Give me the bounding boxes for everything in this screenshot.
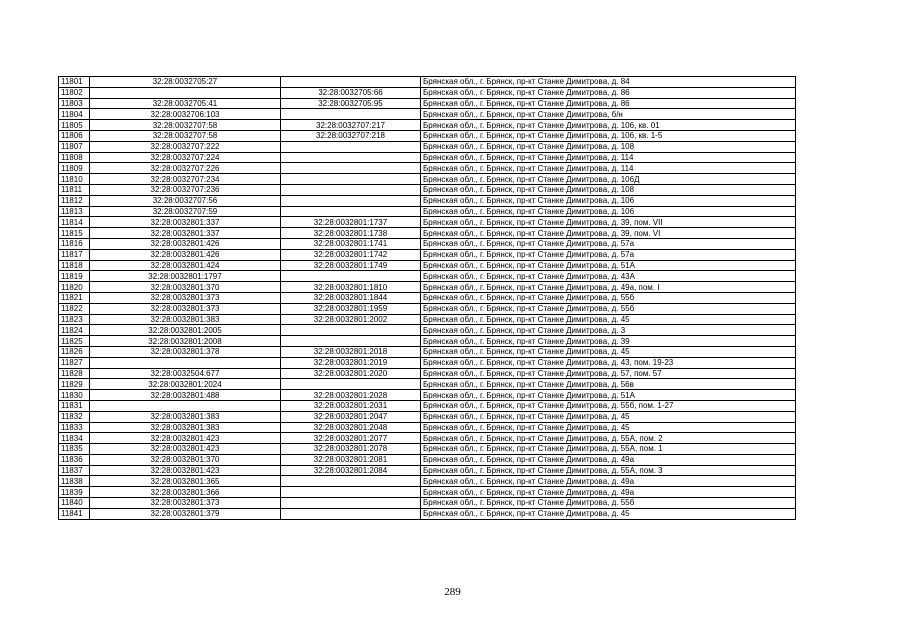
table-row [59, 141, 796, 152]
row-number-cell: 11806 [59, 130, 90, 141]
table-row [59, 465, 796, 476]
object-cadastral-number-cell: 32:28:0032705:95 [281, 98, 421, 109]
cadastral-number-cell: 32:28:0032801:423 [90, 444, 281, 455]
table-row [59, 228, 796, 239]
table-row [59, 271, 796, 282]
row-number-cell: 11831 [59, 400, 90, 411]
address-cell: Брянская обл., г. Брянск, пр-кт Станке Димитрова, д. 108 [421, 184, 796, 195]
object-cadastral-number-cell: 32:28:0032801:1738 [281, 228, 421, 239]
address-cell: Брянская обл., г. Брянск, пр-кт Станке Димитрова, д. 51А [421, 260, 796, 271]
address-cell: Брянская обл., г. Брянск, пр-кт Станке Димитрова, д. 45 [421, 422, 796, 433]
address-cell: Брянская обл., г. Брянск, пр-кт Станке Димитрова, д. 49а [421, 487, 796, 498]
object-cadastral-number-cell: 32:28:0032801:2081 [281, 454, 421, 465]
cadastral-number-cell: 32:28:0032706:103 [90, 109, 281, 120]
table-row [59, 498, 796, 509]
cadastral-number-cell: 32:28:0032801:2024 [90, 379, 281, 390]
table-row [59, 325, 796, 336]
object-cadastral-number-cell: 32:28:0032801:2077 [281, 433, 421, 444]
cadastral-number-cell: 32:28:0032801:426 [90, 249, 281, 260]
table-row [59, 336, 796, 347]
table-row [59, 303, 796, 314]
object-cadastral-number-cell [281, 476, 421, 487]
address-cell: Брянская обл., г. Брянск, пр-кт Станке Димитрова, д. 56в [421, 379, 796, 390]
address-cell: Брянская обл., г. Брянск, пр-кт Станке Димитрова, д. 43, пом. 19-23 [421, 357, 796, 368]
address-cell: Брянская обл., г. Брянск, пр-кт Станке Димитрова, д. 49а, пом. I [421, 282, 796, 293]
row-number-cell: 11832 [59, 411, 90, 422]
object-cadastral-number-cell: 32:28:0032801:1959 [281, 303, 421, 314]
address-cell: Брянская обл., г. Брянск, пр-кт Станке Димитрова, д. 106, кв. 01 [421, 120, 796, 131]
cadastral-number-cell [90, 87, 281, 98]
object-cadastral-number-cell: 32:28:0032707:217 [281, 120, 421, 131]
table-row [59, 454, 796, 465]
table-row [59, 174, 796, 185]
object-cadastral-number-cell: 32:28:0032801:2002 [281, 314, 421, 325]
address-cell: Брянская обл., г. Брянск, пр-кт Станке Димитрова, д. 57а [421, 238, 796, 249]
object-cadastral-number-cell: 32:28:0032801:2078 [281, 444, 421, 455]
cadastral-number-cell: 32:28:0032801:426 [90, 238, 281, 249]
cadastral-number-cell: 32:28:0032801:337 [90, 217, 281, 228]
table-row [59, 346, 796, 357]
object-cadastral-number-cell [281, 487, 421, 498]
address-cell: Брянская обл., г. Брянск, пр-кт Станке Димитрова, д. 55А, пом. 1 [421, 444, 796, 455]
object-cadastral-number-cell [281, 379, 421, 390]
table-row [59, 238, 796, 249]
address-cell: Брянская обл., г. Брянск, пр-кт Станке Димитрова, б/н [421, 109, 796, 120]
row-number-cell: 11838 [59, 476, 90, 487]
row-number-cell: 11820 [59, 282, 90, 293]
cadastral-number-cell: 32:28:0032801:383 [90, 314, 281, 325]
object-cadastral-number-cell [281, 174, 421, 185]
row-number-cell: 11826 [59, 346, 90, 357]
table-row [59, 120, 796, 131]
row-number-cell: 11822 [59, 303, 90, 314]
object-cadastral-number-cell: 32:28:0032801:1737 [281, 217, 421, 228]
row-number-cell: 11823 [59, 314, 90, 325]
cadastral-number-cell: 32:28:0032707:58 [90, 120, 281, 131]
cadastral-number-cell: 32:28:0032707:59 [90, 206, 281, 217]
object-cadastral-number-cell: 32:28:0032801:2031 [281, 400, 421, 411]
address-cell: Брянская обл., г. Брянск, пр-кт Станке Димитрова, д. 43А [421, 271, 796, 282]
cadastral-number-cell: 32:28:0032707:226 [90, 163, 281, 174]
cadastral-number-cell: 32:28:0032801:423 [90, 465, 281, 476]
cadastral-number-cell [90, 400, 281, 411]
row-number-cell: 11801 [59, 77, 90, 88]
row-number-cell: 11824 [59, 325, 90, 336]
cadastral-number-cell: 32:28:0032801:488 [90, 390, 281, 401]
address-cell: Брянская обл., г. Брянск, пр-кт Станке Димитрова, д. 106 [421, 195, 796, 206]
cadastral-number-cell: 32:28:0032801:373 [90, 303, 281, 314]
object-cadastral-number-cell [281, 195, 421, 206]
row-number-cell: 11828 [59, 368, 90, 379]
cadastral-number-cell: 32:28:0032801:383 [90, 411, 281, 422]
table-row [59, 422, 796, 433]
row-number-cell: 11804 [59, 109, 90, 120]
cadastral-number-cell: 32:28:0032801:373 [90, 292, 281, 303]
table-row [59, 109, 796, 120]
row-number-cell: 11809 [59, 163, 90, 174]
table-row [59, 292, 796, 303]
row-number-cell: 11807 [59, 141, 90, 152]
object-cadastral-number-cell: 32:28:0032801:2018 [281, 346, 421, 357]
object-cadastral-number-cell [281, 141, 421, 152]
address-cell: Брянская обл., г. Брянск, пр-кт Станке Димитрова, д. 3 [421, 325, 796, 336]
cadastral-number-cell: 32:28:0032801:370 [90, 282, 281, 293]
row-number-cell: 11840 [59, 498, 90, 509]
row-number-cell: 11833 [59, 422, 90, 433]
address-cell: Брянская обл., г. Брянск, пр-кт Станке Димитрова, д. 45 [421, 508, 796, 519]
table-row [59, 249, 796, 260]
object-cadastral-number-cell [281, 271, 421, 282]
address-cell: Брянская обл., г. Брянск, пр-кт Станке Димитрова, д. 84 [421, 77, 796, 88]
address-cell: Брянская обл., г. Брянск, пр-кт Станке Димитрова, д. 106, кв. 1-5 [421, 130, 796, 141]
table-row [59, 411, 796, 422]
object-cadastral-number-cell [281, 508, 421, 519]
object-cadastral-number-cell: 32:28:0032801:2020 [281, 368, 421, 379]
object-cadastral-number-cell [281, 498, 421, 509]
object-cadastral-number-cell: 32:28:0032801:2084 [281, 465, 421, 476]
object-cadastral-number-cell: 32:28:0032801:1844 [281, 292, 421, 303]
table-row [59, 87, 796, 98]
table-row [59, 444, 796, 455]
table-row [59, 260, 796, 271]
row-number-cell: 11830 [59, 390, 90, 401]
cadastral-number-cell: 32:28:0032707:224 [90, 152, 281, 163]
cadastral-number-cell: 32:28:0032801:337 [90, 228, 281, 239]
object-cadastral-number-cell [281, 206, 421, 217]
table-row [59, 390, 796, 401]
object-cadastral-number-cell: 32:28:0032801:2019 [281, 357, 421, 368]
row-number-cell: 11821 [59, 292, 90, 303]
cadastral-number-cell: 32:28:0032707:58 [90, 130, 281, 141]
row-number-cell: 11810 [59, 174, 90, 185]
object-cadastral-number-cell [281, 163, 421, 174]
row-number-cell: 11829 [59, 379, 90, 390]
object-cadastral-number-cell: 32:28:0032801:1742 [281, 249, 421, 260]
object-cadastral-number-cell [281, 325, 421, 336]
row-number-cell: 11811 [59, 184, 90, 195]
table-row [59, 130, 796, 141]
cadastral-number-cell: 32:28:0032801:424 [90, 260, 281, 271]
cadastral-number-cell: 32:28:0032801:379 [90, 508, 281, 519]
cadastral-number-cell: 32:28:0032801:1797 [90, 271, 281, 282]
table-row [59, 508, 796, 519]
table-body [59, 77, 796, 520]
address-cell: Брянская обл., г. Брянск, пр-кт Станке Димитрова, д. 49а [421, 454, 796, 465]
table-row [59, 476, 796, 487]
address-cell: Брянская обл., г. Брянск, пр-кт Станке Димитрова, д. 57, пом. 57 [421, 368, 796, 379]
table-row [59, 206, 796, 217]
object-cadastral-number-cell [281, 77, 421, 88]
table-row [59, 433, 796, 444]
object-cadastral-number-cell: 32:28:0032801:1810 [281, 282, 421, 293]
table-row [59, 98, 796, 109]
address-cell: Брянская обл., г. Брянск, пр-кт Станке Димитрова, д. 55б [421, 303, 796, 314]
table-row [59, 217, 796, 228]
row-number-cell: 11816 [59, 238, 90, 249]
table-row [59, 357, 796, 368]
row-number-cell: 11819 [59, 271, 90, 282]
row-number-cell: 11817 [59, 249, 90, 260]
cadastral-number-cell: 32:28:0032705:27 [90, 77, 281, 88]
table-row [59, 163, 796, 174]
cadastral-number-cell: 32:28:0032707:236 [90, 184, 281, 195]
table-row [59, 400, 796, 411]
cadastral-number-cell: 32:28:0032801:366 [90, 487, 281, 498]
address-cell: Брянская обл., г. Брянск, пр-кт Станке Димитрова, д. 55б [421, 292, 796, 303]
address-cell: Брянская обл., г. Брянск, пр-кт Станке Димитрова, д. 55б [421, 498, 796, 509]
object-cadastral-number-cell: 32:28:0032707:218 [281, 130, 421, 141]
table-row [59, 487, 796, 498]
row-number-cell: 11805 [59, 120, 90, 131]
cadastral-number-cell: 32:28:0032707:222 [90, 141, 281, 152]
cadastral-number-cell: 32:28:0032801:370 [90, 454, 281, 465]
registry-table [58, 76, 796, 520]
cadastral-number-cell: 32:28:0032801:365 [90, 476, 281, 487]
object-cadastral-number-cell: 32:28:0032801:2048 [281, 422, 421, 433]
row-number-cell: 11813 [59, 206, 90, 217]
object-cadastral-number-cell [281, 336, 421, 347]
cadastral-number-cell: 32:28:0032705:41 [90, 98, 281, 109]
row-number-cell: 11836 [59, 454, 90, 465]
row-number-cell: 11835 [59, 444, 90, 455]
row-number-cell: 11812 [59, 195, 90, 206]
address-cell: Брянская обл., г. Брянск, пр-кт Станке Димитрова, д. 106Д [421, 174, 796, 185]
cadastral-number-cell: 32:28:0032504:677 [90, 368, 281, 379]
object-cadastral-number-cell [281, 184, 421, 195]
cadastral-number-cell: 32:28:0032801:2005 [90, 325, 281, 336]
row-number-cell: 11818 [59, 260, 90, 271]
table-row [59, 379, 796, 390]
row-number-cell: 11802 [59, 87, 90, 98]
address-cell: Брянская обл., г. Брянск, пр-кт Станке Димитрова, д. 86 [421, 87, 796, 98]
cadastral-number-cell: 32:28:0032801:378 [90, 346, 281, 357]
object-cadastral-number-cell [281, 152, 421, 163]
cadastral-number-cell: 32:28:0032801:2008 [90, 336, 281, 347]
row-number-cell: 11815 [59, 228, 90, 239]
address-cell: Брянская обл., г. Брянск, пр-кт Станке Димитрова, д. 45 [421, 314, 796, 325]
cadastral-number-cell: 32:28:0032707:56 [90, 195, 281, 206]
object-cadastral-number-cell: 32:28:0032801:2028 [281, 390, 421, 401]
object-cadastral-number-cell: 32:28:0032705:66 [281, 87, 421, 98]
object-cadastral-number-cell: 32:28:0032801:1749 [281, 260, 421, 271]
cadastral-number-cell: 32:28:0032801:383 [90, 422, 281, 433]
row-number-cell: 11837 [59, 465, 90, 476]
table-row [59, 152, 796, 163]
row-number-cell: 11825 [59, 336, 90, 347]
row-number-cell: 11841 [59, 508, 90, 519]
address-cell: Брянская обл., г. Брянск, пр-кт Станке Димитрова, д. 86 [421, 98, 796, 109]
address-cell: Брянская обл., г. Брянск, пр-кт Станке Димитрова, д. 39, пом. VI [421, 228, 796, 239]
row-number-cell: 11839 [59, 487, 90, 498]
address-cell: Брянская обл., г. Брянск, пр-кт Станке Димитрова, д. 51А [421, 390, 796, 401]
page-number: 289 [444, 586, 461, 598]
address-cell: Брянская обл., г. Брянск, пр-кт Станке Димитрова, д. 39, пом. VII [421, 217, 796, 228]
address-cell: Брянская обл., г. Брянск, пр-кт Станке Димитрова, д. 55А, пом. 3 [421, 465, 796, 476]
row-number-cell: 11834 [59, 433, 90, 444]
table-row [59, 77, 796, 88]
table-row [59, 368, 796, 379]
row-number-cell: 11803 [59, 98, 90, 109]
address-cell: Брянская обл., г. Брянск, пр-кт Станке Димитрова, д. 114 [421, 152, 796, 163]
row-number-cell: 11827 [59, 357, 90, 368]
address-cell: Брянская обл., г. Брянск, пр-кт Станке Димитрова, д. 45 [421, 411, 796, 422]
address-cell: Брянская обл., г. Брянск, пр-кт Станке Димитрова, д. 114 [421, 163, 796, 174]
row-number-cell: 11808 [59, 152, 90, 163]
address-cell: Брянская обл., г. Брянск, пр-кт Станке Димитрова, д. 55А, пом. 2 [421, 433, 796, 444]
address-cell: Брянская обл., г. Брянск, пр-кт Станке Димитрова, д. 55б, пом. 1-27 [421, 400, 796, 411]
cadastral-number-cell [90, 357, 281, 368]
row-number-cell: 11814 [59, 217, 90, 228]
address-cell: Брянская обл., г. Брянск, пр-кт Станке Димитрова, д. 39 [421, 336, 796, 347]
address-cell: Брянская обл., г. Брянск, пр-кт Станке Димитрова, д. 57а [421, 249, 796, 260]
address-cell: Брянская обл., г. Брянск, пр-кт Станке Димитрова, д. 108 [421, 141, 796, 152]
table-row [59, 184, 796, 195]
cadastral-number-cell: 32:28:0032707:234 [90, 174, 281, 185]
object-cadastral-number-cell: 32:28:0032801:1741 [281, 238, 421, 249]
table-row [59, 314, 796, 325]
address-cell: Брянская обл., г. Брянск, пр-кт Станке Димитрова, д. 106 [421, 206, 796, 217]
cadastral-number-cell: 32:28:0032801:423 [90, 433, 281, 444]
table-row [59, 195, 796, 206]
object-cadastral-number-cell [281, 109, 421, 120]
address-cell: Брянская обл., г. Брянск, пр-кт Станке Димитрова, д. 45 [421, 346, 796, 357]
cadastral-number-cell: 32:28:0032801:373 [90, 498, 281, 509]
address-cell: Брянская обл., г. Брянск, пр-кт Станке Димитрова, д. 49а [421, 476, 796, 487]
table-row [59, 282, 796, 293]
object-cadastral-number-cell: 32:28:0032801:2047 [281, 411, 421, 422]
